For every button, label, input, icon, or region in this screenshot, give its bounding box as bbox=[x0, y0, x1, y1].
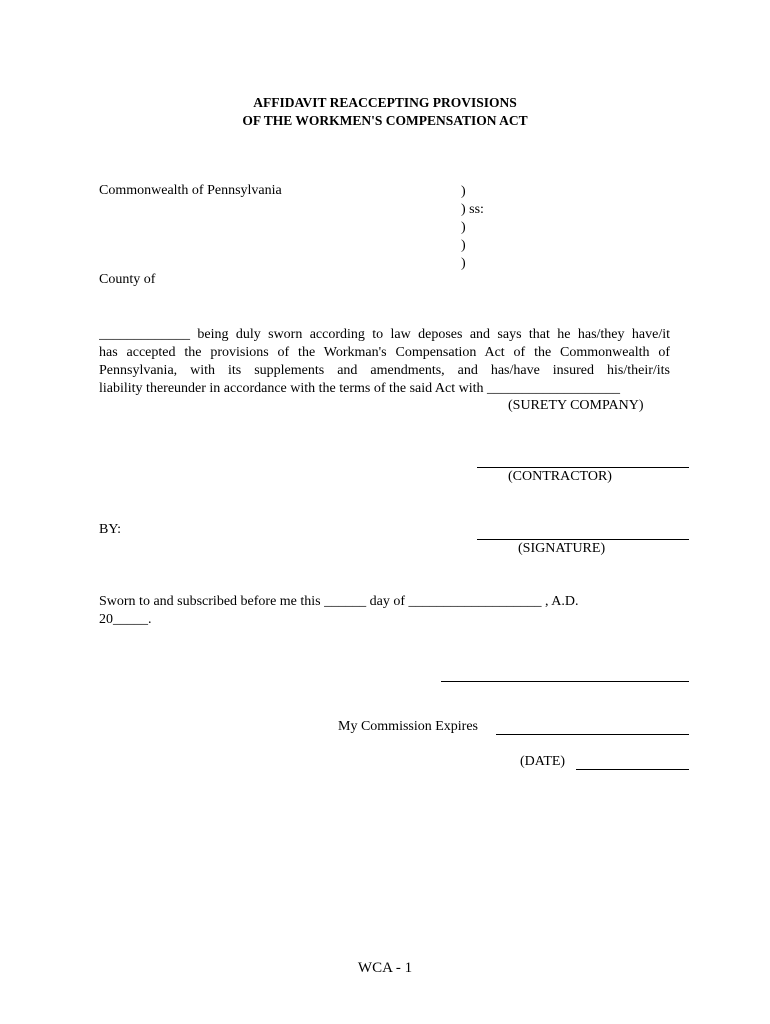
venue-county-label: County of bbox=[99, 272, 156, 287]
contractor-signature-line[interactable] bbox=[477, 467, 689, 468]
venue-paren-ss: ) ss: bbox=[461, 202, 484, 217]
signature-line[interactable] bbox=[477, 539, 689, 540]
affidavit-text: liability thereunder in accordance with the terms of the said Act with bbox=[99, 381, 484, 396]
document-title-line-2: OF THE WORKMEN'S COMPENSATION ACT bbox=[242, 113, 528, 128]
document-title-line-1: AFFIDAVIT REACCEPTING PROVISIONS bbox=[253, 95, 517, 110]
affidavit-body-line: Pennsylvania, with its supplements and amendments, and has/have insured his/their/its bbox=[99, 363, 670, 378]
venue-state: Commonwealth of Pennsylvania bbox=[99, 183, 282, 198]
affidavit-body-line bbox=[99, 380, 670, 398]
venue-paren: ) bbox=[461, 238, 466, 253]
venue-paren: ) bbox=[461, 184, 466, 199]
date-label: (DATE) bbox=[520, 754, 566, 769]
contractor-label: (CONTRACTOR) bbox=[508, 469, 612, 484]
surety-company-blank[interactable]: ___________________ bbox=[487, 381, 620, 396]
venue-paren: ) bbox=[461, 220, 466, 235]
affidavit-body-line: has accepted the provisions of the Workman's Compensation Act of the Commonwealth of bbox=[99, 345, 670, 360]
date-line[interactable] bbox=[576, 769, 689, 770]
commission-expires-label: My Commission Expires bbox=[338, 719, 479, 734]
by-label: BY: bbox=[99, 522, 122, 537]
affidavit-body-line bbox=[99, 326, 670, 344]
signature-label: (SIGNATURE) bbox=[518, 541, 606, 556]
surety-company-label: (SURETY COMPANY) bbox=[508, 398, 644, 413]
venue-paren: ) bbox=[461, 256, 466, 271]
sworn-statement: Sworn to and subscribed before me this ______ day of ___________________ , A.D. bbox=[99, 594, 579, 609]
sworn-year: 20_____. bbox=[99, 612, 152, 627]
notary-signature-line[interactable] bbox=[441, 681, 689, 682]
affiant-name-blank[interactable]: _____________ bbox=[99, 327, 190, 342]
affidavit-body bbox=[99, 326, 670, 398]
page-footer: WCA - 1 bbox=[357, 960, 413, 976]
commission-expires-line[interactable] bbox=[496, 734, 689, 735]
affidavit-text: being duly sworn according to law deposes and says that he has/they have/it bbox=[197, 327, 670, 342]
